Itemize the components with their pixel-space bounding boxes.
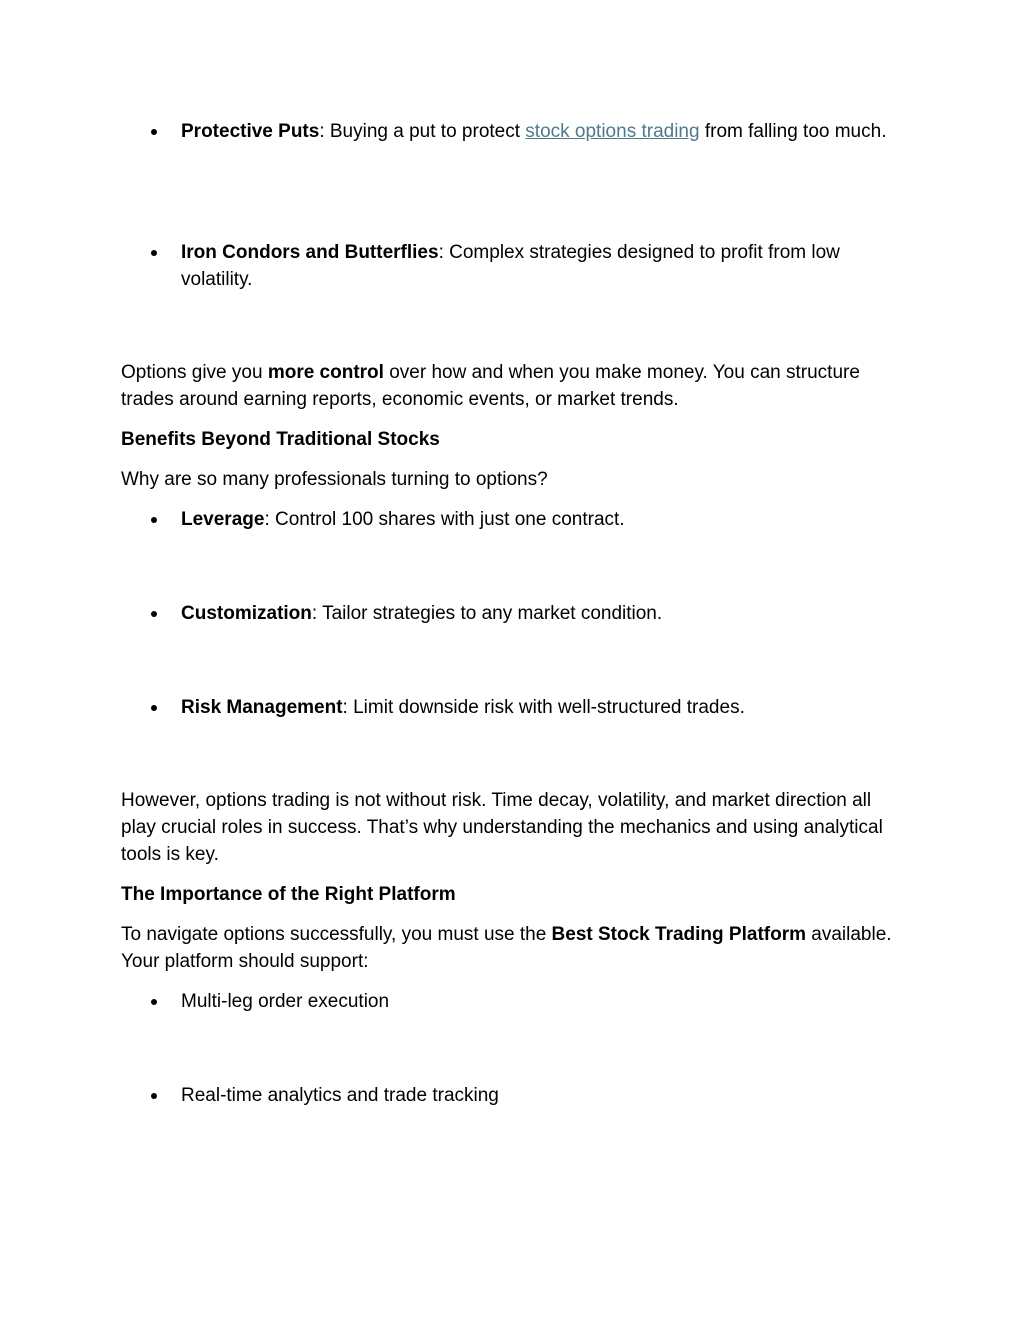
term-label: Protective Puts bbox=[181, 121, 320, 142]
term-label: Customization bbox=[181, 603, 312, 624]
paragraph-why-options: Why are so many professionals turning to options? bbox=[121, 469, 548, 490]
paragraph-more-control bbox=[121, 359, 911, 413]
section-heading-benefits: Benefits Beyond Traditional Stocks bbox=[121, 429, 440, 450]
bullet-dot bbox=[151, 517, 157, 523]
paragraph-text-end: available. Your platform should support: bbox=[121, 924, 892, 972]
bullet-dot bbox=[151, 999, 157, 1005]
paragraph-platform bbox=[121, 921, 911, 975]
paragraph-bold-text: more control bbox=[267, 362, 384, 383]
list-item-text bbox=[181, 239, 901, 293]
list-item-text bbox=[181, 506, 901, 533]
paragraph-text: Options give you bbox=[121, 362, 268, 383]
bullet-dot bbox=[151, 129, 157, 135]
stock-options-trading-link[interactable]: stock options trading bbox=[525, 121, 700, 142]
term-description: : Control 100 shares with just one contract. bbox=[264, 509, 625, 530]
paragraph-bold-text: Best Stock Trading Platform bbox=[551, 924, 806, 945]
list-item-text: Real-time analytics and trade tracking bbox=[181, 1085, 499, 1106]
bullet-dot bbox=[151, 705, 157, 711]
term-description: : Buying a put to protect bbox=[319, 121, 526, 142]
bullet-dot bbox=[151, 250, 157, 256]
term-description-end: from falling too much. bbox=[699, 121, 887, 142]
bullet-dot bbox=[151, 1093, 157, 1099]
list-item-text bbox=[181, 694, 901, 721]
paragraph-text-end: over how and when you make money. You can structure trades around earning reports, economic events, or market trends. bbox=[121, 362, 860, 410]
paragraph-text: To navigate options successfully, you must use the bbox=[121, 924, 552, 945]
paragraph-risk: However, options trading is not without risk. Time decay, volatility, and market direction all play crucial roles in success. That’s why understanding the mechanics and using analytical tools is key. bbox=[121, 790, 883, 865]
list-item-text bbox=[181, 600, 901, 627]
list-item-text bbox=[181, 118, 901, 145]
section-heading-platform: The Importance of the Right Platform bbox=[121, 884, 456, 905]
term-label: Risk Management bbox=[181, 697, 343, 718]
term-description: : Complex strategies designed to profit from low volatility. bbox=[181, 242, 840, 290]
term-description: : Limit downside risk with well-structured trades. bbox=[342, 697, 745, 718]
term-description: : Tailor strategies to any market condition. bbox=[311, 603, 663, 624]
list-item-text: Multi-leg order execution bbox=[181, 991, 390, 1012]
term-label: Iron Condors and Butterflies bbox=[181, 242, 439, 263]
term-label: Leverage bbox=[181, 509, 265, 530]
bullet-dot bbox=[151, 611, 157, 617]
